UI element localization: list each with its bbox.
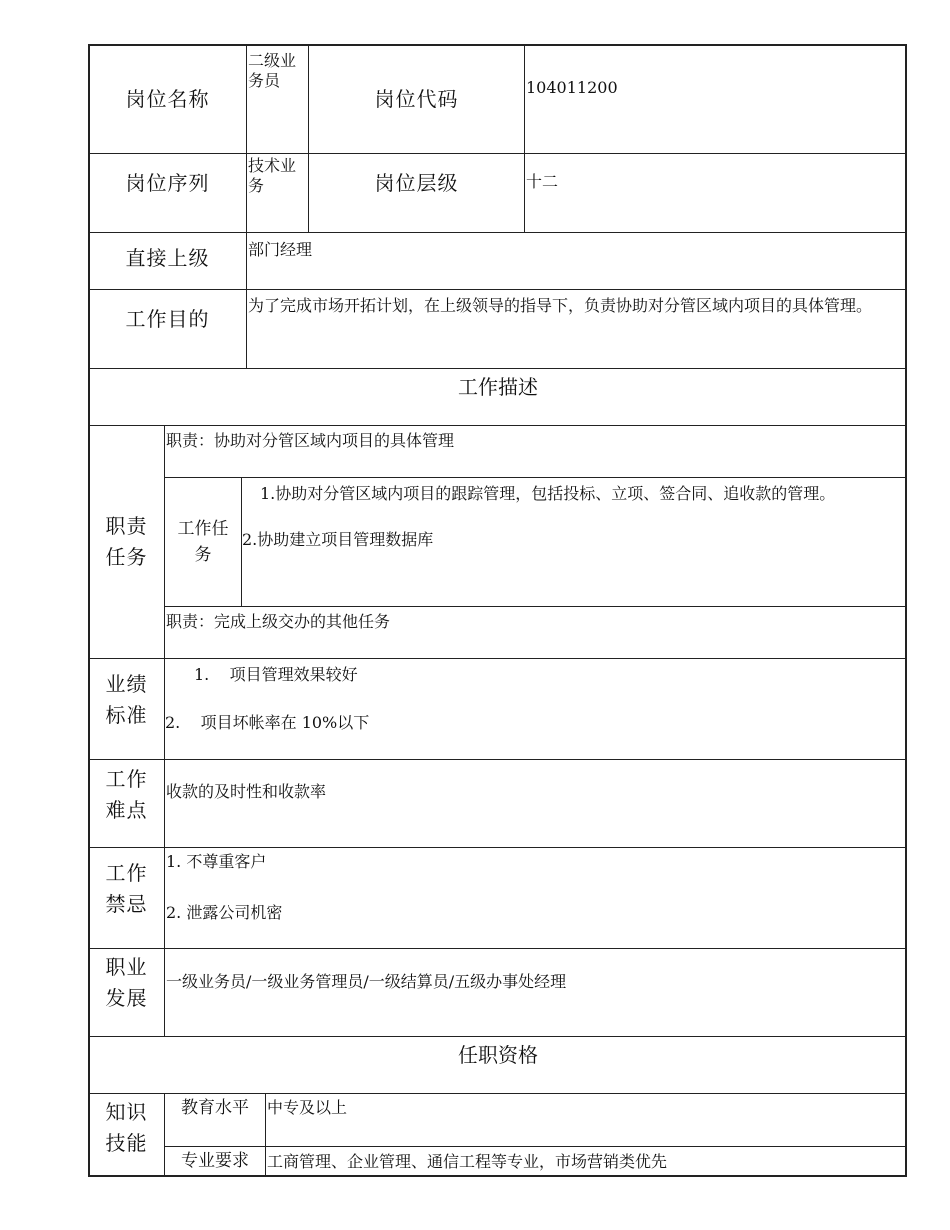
label-position-name: 岗位名称 <box>88 44 246 153</box>
label-taboo: 工作禁忌 <box>88 847 164 948</box>
value-direct-superior: 部门经理 <box>246 232 907 289</box>
task-2: 2.协助建立项目管理数据库 <box>242 530 434 549</box>
value-position-name: 二级业务员 <box>246 44 308 153</box>
section-title-qualifications: 任职资格 <box>88 1036 907 1093</box>
duty-2: 职责：完成上级交办的其他任务 <box>164 606 907 658</box>
label-performance: 业绩标准 <box>88 658 164 759</box>
label-position-series: 岗位序列 <box>88 153 246 232</box>
label-work-tasks: 工作任务 <box>164 477 241 606</box>
value-job-purpose: 为了完成市场开拓计划，在上级领导的指导下，负责协助对分管区域内项目的具体管理。 <box>246 289 907 368</box>
value-education: 中专及以上 <box>265 1093 907 1146</box>
value-difficulty: 收款的及时性和收款率 <box>164 759 907 847</box>
taboo-cell <box>164 847 907 948</box>
tasks-cell <box>241 477 907 606</box>
label-job-purpose: 工作目的 <box>88 289 246 368</box>
performance-item-1: 1. 项目管理效果较好 <box>194 665 358 684</box>
value-position-series: 技术业务 <box>246 153 308 232</box>
job-description-table <box>88 44 907 1177</box>
duty-1: 职责：协助对分管区域内项目的具体管理 <box>164 425 907 477</box>
label-knowledge: 知识技能 <box>88 1093 164 1177</box>
performance-item-2: 2. 项目坏帐率在 10%以下 <box>165 713 370 732</box>
label-major: 专业要求 <box>164 1146 265 1177</box>
section-title-job-description: 工作描述 <box>88 368 907 425</box>
label-difficulty: 工作难点 <box>88 759 164 847</box>
label-position-code: 岗位代码 <box>308 44 524 153</box>
taboo-item-1: 1. 不尊重客户 <box>166 852 267 871</box>
label-duties: 职责任务 <box>88 425 164 658</box>
taboo-item-2: 2. 泄露公司机密 <box>166 903 283 922</box>
label-education: 教育水平 <box>164 1093 265 1146</box>
label-direct-superior: 直接上级 <box>88 232 246 289</box>
label-position-level: 岗位层级 <box>308 153 524 232</box>
label-career: 职业发展 <box>88 948 164 1036</box>
value-position-level: 十二 <box>524 153 907 232</box>
value-career: 一级业务员/一级业务管理员/一级结算员/五级办事处经理 <box>164 948 907 1036</box>
value-position-code: 104011200 <box>524 44 907 153</box>
task-1: 1.协助对分管区域内项目的跟踪管理，包括投标、立项、签合同、追收款的管理。 <box>260 484 836 503</box>
performance-cell <box>164 658 907 759</box>
value-major: 工商管理、企业管理、通信工程等专业，市场营销类优先 <box>265 1146 907 1177</box>
